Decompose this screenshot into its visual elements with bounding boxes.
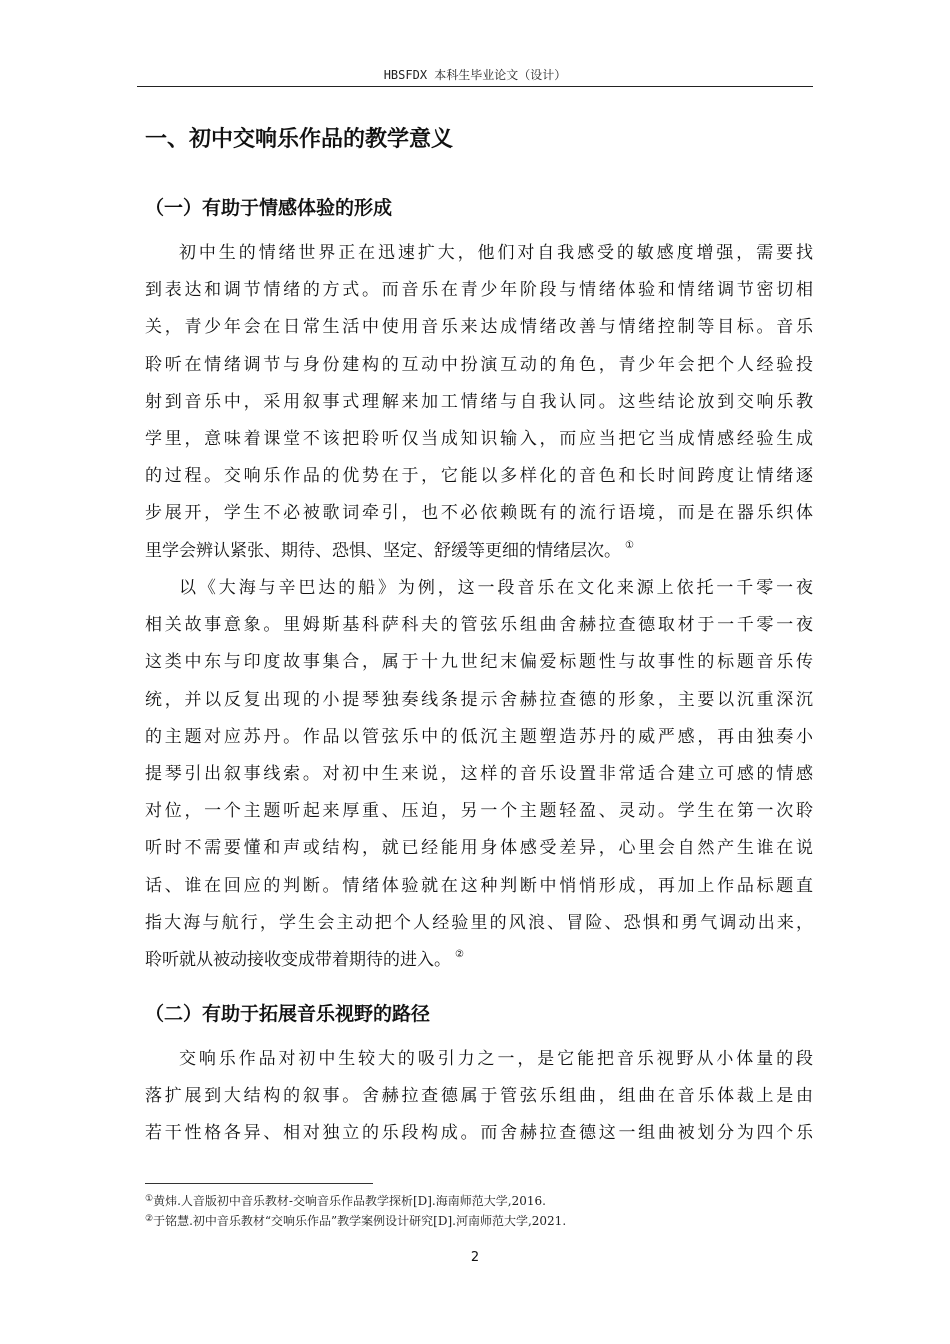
text-line: 相关故事意象。里姆斯基科萨科夫的管弦乐组曲舍赫拉查德取材于一千零一夜 [145, 615, 813, 636]
footnote-ref-1[interactable]: ① [625, 539, 634, 551]
text-line: 若干性格各异、相对独立的乐段构成。而舍赫拉查德这一组曲被划分为四个乐 [145, 1123, 813, 1144]
footnote-2 [145, 1212, 566, 1229]
running-header: HBSFDX 本科生毕业论文（设计） [383, 68, 567, 82]
text-line: 的过程。交响乐作品的优势在于，它能以多样化的音色和长时间跨度让情绪逐 [145, 466, 813, 487]
paragraph-emotion [145, 235, 813, 570]
text-line [145, 533, 813, 570]
text-line: 听时不需要懂和声或结构，就已经能用身体感受差异，心里会自然产生谁在说 [145, 838, 813, 859]
text-line: 射到音乐中，采用叙事式理解来加工情绪与自我认同。这些结论放到交响乐教 [145, 391, 813, 412]
footnote-1 [145, 1192, 546, 1209]
header-rule [137, 86, 813, 87]
paragraph-example [145, 570, 813, 979]
footnote-text: 于铭慧.初中音乐教材“交响乐作品”教学案例设计研究[D].河南师范大学,2021. [153, 1214, 567, 1228]
text-line: 学里，意味着课堂不该把聆听仅当成知识输入，而应当把它当成情感经验生成 [145, 428, 813, 449]
section-heading: 一、初中交响乐作品的教学意义 [145, 127, 454, 152]
text-line: 对位，一个主题听起来厚重、压迫，另一个主题轻盈、灵动。学生在第一次聆 [145, 801, 813, 822]
text-line: 统，并以反复出现的小提琴独奏线条提示舍赫拉查德的形象，主要以沉重深沉 [145, 689, 813, 710]
footnote-ref-2[interactable]: ② [455, 948, 464, 960]
footnote-text: 黄炜.人音版初中音乐教材-交响音乐作品教学探析[D].海南师范大学,2016. [153, 1194, 546, 1208]
text-line: 提琴引出叙事线索。对初中生来说，这样的音乐设置非常适合建立可感的情感 [145, 763, 813, 784]
text-line: 的主题对应苏丹。作品以管弦乐中的低沉主题塑造苏丹的威严感，再由独奏小 [145, 726, 813, 747]
text-line-content: 聆听就从被动接收变成带着期待的进入。 [145, 949, 451, 970]
text-line: 交响乐作品对初中生较大的吸引力之一，是它能把音乐视野从小体量的段 [179, 1049, 813, 1069]
text-line [145, 942, 813, 979]
text-line: 步展开，学生不必被歌词牵引，也不必依赖既有的流行语境，而是在器乐织体 [145, 503, 813, 524]
subsection-heading-1: （一）有助于情感体验的形成 [145, 197, 393, 219]
text-line: 聆听在情绪调节与身份建构的互动中扮演互动的角色，青少年会把个人经验投 [145, 354, 813, 375]
text-line-content: 里学会辨认紧张、期待、恐惧、坚定、舒缓等更细的情绪层次。 [145, 540, 621, 561]
text-line: 关，青少年会在日常生活中使用音乐来达成情绪改善与情绪控制等目标。音乐 [145, 317, 813, 338]
text-line: 以《大海与辛巴达的船》为例，这一段音乐在文化来源上依托一千零一夜 [179, 578, 813, 598]
footnote-rule [145, 1183, 373, 1184]
text-line: 这类中东与印度故事集合，属于十九世纪末偏爱标题性与故事性的标题音乐传 [145, 652, 813, 673]
text-line: 初中生的情绪世界正在迅速扩大，他们对自我感受的敏感度增强，需要找 [179, 243, 813, 263]
subsection-heading-2: （二）有助于拓展音乐视野的路径 [145, 1003, 431, 1025]
text-line: 落扩展到大结构的叙事。舍赫拉查德属于管弦乐组曲，组曲在音乐体裁上是由 [145, 1086, 813, 1107]
text-line: 到表达和调节情绪的方式。而音乐在青少年阶段与情绪体验和情绪调节密切相 [145, 280, 813, 301]
footnote-mark: ② [145, 1214, 154, 1224]
text-line: 话、谁在回应的判断。情绪体验就在这种判断中悄悄形成，再加上作品标题直 [145, 875, 813, 896]
text-line: 指大海与航行，学生会主动把个人经验里的风浪、冒险、恐惧和勇气调动出来， [145, 912, 813, 933]
page-number: 2 [470, 1250, 480, 1265]
footnote-mark: ① [145, 1194, 154, 1204]
paragraph-vision [145, 1041, 813, 1153]
